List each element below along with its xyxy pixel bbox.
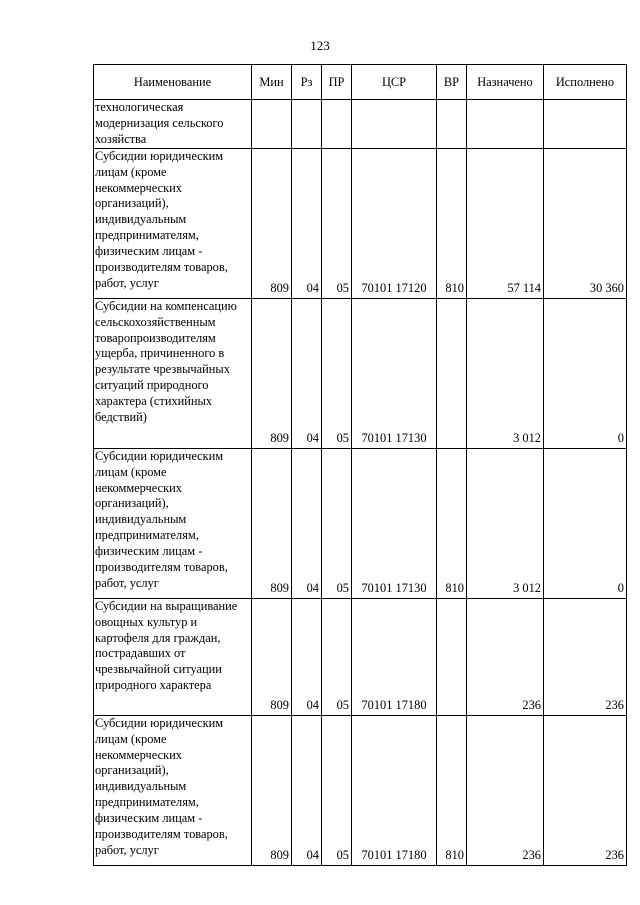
table-header-row bbox=[94, 65, 627, 100]
row-rz: 04 bbox=[292, 598, 322, 715]
row-csr: 70101 17120 bbox=[352, 148, 437, 298]
row-csr: 70101 17130 bbox=[352, 448, 437, 598]
table-row bbox=[94, 148, 627, 298]
row-min: 809 bbox=[252, 148, 292, 298]
row-executed: 236 bbox=[544, 598, 627, 715]
header-assigned: Назначено bbox=[467, 65, 544, 100]
header-csr: ЦСР bbox=[352, 65, 437, 100]
row-pr: 05 bbox=[322, 448, 352, 598]
table-row bbox=[94, 448, 627, 598]
row-name: Субсидии юридическим лицам (кроме некоммерческих организаций), индивидуальным предпринимателям, физическим лицам - производителям товаров, работ, услуг bbox=[94, 148, 252, 298]
row-pr: 05 bbox=[322, 298, 352, 448]
row-rz: 04 bbox=[292, 298, 322, 448]
row-vr bbox=[437, 598, 467, 715]
table-row bbox=[94, 100, 627, 149]
row-assigned: 57 114 bbox=[467, 148, 544, 298]
budget-table bbox=[93, 64, 627, 866]
row-vr bbox=[437, 298, 467, 448]
row-name: Субсидии на компенсацию сельскохозяйственным товаропроизводителям ущерба, причиненного в результате чрезвычайных ситуаций природного характера (стихийных бедствий) bbox=[94, 298, 252, 448]
row-min: 809 bbox=[252, 298, 292, 448]
row-csr: 70101 17130 bbox=[352, 298, 437, 448]
row-pr: 05 bbox=[322, 148, 352, 298]
row-assigned bbox=[467, 100, 544, 149]
header-executed: Исполнено bbox=[544, 65, 627, 100]
row-pr: 05 bbox=[322, 598, 352, 715]
row-executed: 30 360 bbox=[544, 148, 627, 298]
header-rz: Рз bbox=[292, 65, 322, 100]
row-min: 809 bbox=[252, 598, 292, 715]
table-row bbox=[94, 298, 627, 448]
row-pr bbox=[322, 100, 352, 149]
row-csr: 70101 17180 bbox=[352, 715, 437, 865]
row-name: Субсидии на выращивание овощных культур и картофеля для граждан, пострадавших от чрезвычайной ситуации природного характера bbox=[94, 598, 252, 715]
row-min: 809 bbox=[252, 715, 292, 865]
row-assigned: 3 012 bbox=[467, 298, 544, 448]
row-rz: 04 bbox=[292, 448, 322, 598]
row-csr: 70101 17180 bbox=[352, 598, 437, 715]
row-vr: 810 bbox=[437, 448, 467, 598]
row-min bbox=[252, 100, 292, 149]
row-vr: 810 bbox=[437, 715, 467, 865]
row-assigned: 236 bbox=[467, 715, 544, 865]
row-assigned: 236 bbox=[467, 598, 544, 715]
header-pr: ПР bbox=[322, 65, 352, 100]
row-executed: 0 bbox=[544, 448, 627, 598]
table-row bbox=[94, 715, 627, 865]
row-rz bbox=[292, 100, 322, 149]
row-name: технологическая модернизация сельского хозяйства bbox=[94, 100, 252, 149]
table-row bbox=[94, 598, 627, 715]
row-assigned: 3 012 bbox=[467, 448, 544, 598]
row-vr bbox=[437, 100, 467, 149]
row-name: Субсидии юридическим лицам (кроме некоммерческих организаций), индивидуальным предпринимателям, физическим лицам - производителям товаров, работ, услуг bbox=[94, 715, 252, 865]
page-number: 123 bbox=[310, 38, 330, 53]
header-min: Мин bbox=[252, 65, 292, 100]
row-min: 809 bbox=[252, 448, 292, 598]
row-rz: 04 bbox=[292, 715, 322, 865]
row-vr: 810 bbox=[437, 148, 467, 298]
row-pr: 05 bbox=[322, 715, 352, 865]
row-csr bbox=[352, 100, 437, 149]
row-name: Субсидии юридическим лицам (кроме некоммерческих организаций), индивидуальным предпринимателям, физическим лицам - производителям товаров, работ, услуг bbox=[94, 448, 252, 598]
row-executed: 0 bbox=[544, 298, 627, 448]
header-name: Наименование bbox=[94, 65, 252, 100]
row-rz: 04 bbox=[292, 148, 322, 298]
header-vr: ВР bbox=[437, 65, 467, 100]
row-executed: 236 bbox=[544, 715, 627, 865]
row-executed bbox=[544, 100, 627, 149]
